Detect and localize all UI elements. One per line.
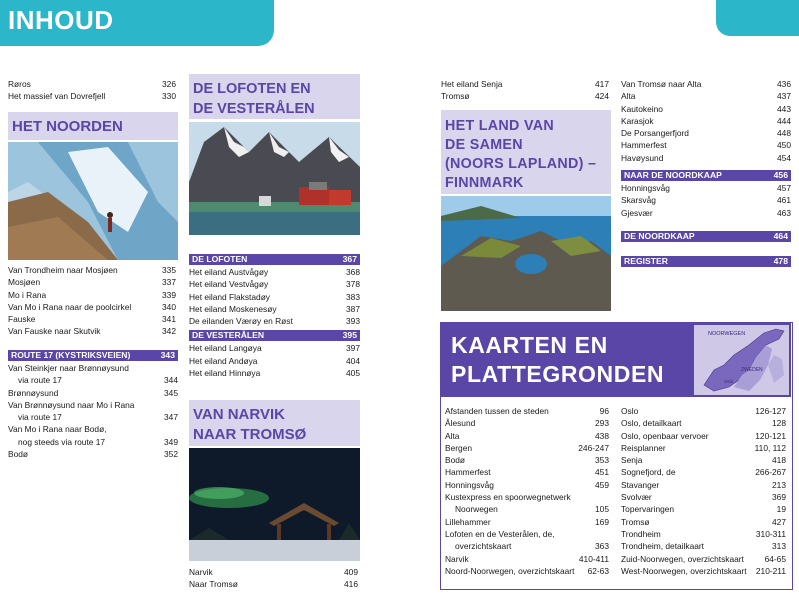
section-bar-de-noordkaap	[621, 231, 791, 242]
toc-entry-title: Van Brønnøysund naar Mo i Rana	[8, 399, 135, 410]
toc-entry-page: 128	[772, 418, 786, 429]
toc-entry-title: Senja	[621, 455, 643, 466]
toc-entry	[189, 342, 360, 354]
finnmark-entries	[621, 78, 791, 164]
toc-col3-top	[441, 78, 609, 103]
toc-entry-title: Gjesvær	[621, 207, 653, 218]
toc-entry-page: 105	[595, 504, 609, 515]
toc-entry-title: Het massief van Dovrefjell	[8, 91, 106, 102]
toc-entry-page: 363	[595, 541, 609, 552]
section-title-line1: HET LAND VAN	[445, 118, 554, 134]
toc-entry-title: Reisplanner	[621, 442, 666, 453]
toc-entry-title: Het eiland Senja	[441, 79, 503, 89]
toc-entry	[445, 516, 609, 528]
toc-entry	[8, 411, 178, 423]
toc-entry	[621, 430, 786, 442]
toc-entry-page: 417	[595, 79, 609, 89]
toc-entry-title: Kustexpress en spoorwegnetwerk	[445, 492, 571, 503]
toc-entry	[621, 491, 786, 503]
toc-entry	[8, 264, 176, 276]
toc-entry	[8, 448, 178, 460]
toc-entry-page: 405	[346, 368, 360, 379]
toc-entry-page: 410-411	[578, 553, 609, 564]
photo-glacier	[8, 142, 178, 260]
toc-entry-page: 444	[777, 115, 791, 126]
toc-entry-title: West-Noorwegen, overzichtskaart	[621, 565, 747, 576]
toc-entry-title: Oslo, openbaar vervoer	[621, 430, 709, 441]
toc-entry	[8, 289, 176, 301]
photo-northern-lights	[189, 448, 360, 561]
toc-entry	[445, 540, 609, 552]
map-label-oslo: Oslo	[724, 379, 734, 384]
toc-entry-title: Hammerfest	[621, 140, 667, 151]
bar-label: ROUTE 17 (KYSTRIKSVEIEN)	[11, 350, 131, 360]
toc-entry-page: 64-65	[764, 553, 786, 564]
section-bar-route-17	[8, 350, 178, 361]
toc-entry-page: 120-121	[755, 430, 786, 441]
toc-entry	[189, 291, 360, 303]
toc-entry-title: Narvik	[189, 567, 213, 577]
toc-entry	[621, 516, 786, 528]
toc-entry	[445, 405, 609, 417]
bar-page: 456	[773, 170, 788, 181]
toc-entry-title: Skarsvåg	[621, 195, 656, 206]
toc-entry-page: 457	[777, 183, 791, 194]
toc-entry-title: Het eiland Austvågøy	[189, 267, 269, 277]
toc-entry-title: Van Trondheim naar Mosjøen	[8, 265, 118, 275]
toc-entry-page: 213	[772, 479, 786, 490]
section-bar-vesteralen	[189, 330, 360, 341]
toc-entry-page: 387	[346, 303, 360, 314]
toc-entry	[621, 417, 786, 429]
toc-entry-title: Het eiland Langøya	[189, 343, 262, 354]
toc-entry-page: 344	[164, 375, 178, 386]
toc-entry-page: 293	[595, 418, 609, 429]
toc-entry-title: De Porsangerfjord	[621, 128, 689, 139]
toc-entry-page: 378	[346, 279, 360, 290]
toc-entry	[445, 454, 609, 466]
toc-entry-title: via route 17	[18, 375, 62, 386]
toc-entry-title: Het eiland Hinnøya	[189, 368, 261, 379]
toc-entry	[8, 423, 178, 435]
toc-entry-title: Narvik	[445, 553, 469, 564]
photo-coastal-arch	[441, 196, 611, 311]
section-title-line1: VAN NARVIK	[193, 406, 285, 423]
toc-entry-page: 110, 112	[754, 442, 786, 453]
section-title-line1: DE LOFOTEN EN	[193, 81, 311, 97]
maps-title-line2: PLATTEGRONDEN	[451, 361, 665, 387]
photo-lofoten-village	[189, 122, 360, 235]
toc-entry-page: 404	[346, 355, 360, 366]
toc-entry	[8, 90, 176, 102]
toc-entry-page: 397	[346, 343, 360, 354]
toc-entry-title: Honningsvåg	[621, 183, 670, 194]
toc-entry-title: Tromsø	[621, 516, 650, 527]
toc-entry-page: 436	[777, 79, 791, 89]
bar-label: DE NOORDKAAP	[624, 230, 695, 241]
map-label-zweden: ZWEDEN	[741, 367, 763, 373]
toc-entry-page: 347	[164, 412, 178, 423]
toc-entry	[445, 417, 609, 429]
section-heading-finnmark	[441, 110, 611, 194]
bar-page: 478	[773, 255, 788, 266]
toc-entry	[445, 442, 609, 454]
toc-entry-title: Trondheim	[621, 528, 661, 539]
toc-entry-page: 424	[595, 91, 609, 102]
toc-entry	[189, 315, 360, 327]
bar-label: NAAR DE NOORDKAAP	[624, 170, 722, 181]
toc-entry-title: Naar Tromsø	[189, 579, 238, 590]
toc-entry	[621, 90, 791, 102]
toc-entry-title: via route 17	[18, 412, 62, 423]
toc-entry	[621, 152, 791, 164]
toc-entry	[621, 553, 786, 565]
toc-entry-title: Van Fauske naar Skutvik	[8, 326, 101, 337]
toc-entry-title: Karasjok	[621, 115, 654, 126]
header-tab	[0, 0, 274, 46]
toc-col2-narvik	[189, 566, 358, 591]
toc-entry-title: Havøysund	[621, 152, 664, 163]
maps-title	[451, 331, 664, 389]
toc-entry	[8, 325, 176, 337]
toc-entry	[8, 374, 178, 386]
noordkaap-entries	[621, 182, 791, 219]
toc-entry-title: Het eiland Flakstadøy	[189, 291, 270, 302]
toc-entry-title: Bergen	[445, 442, 473, 453]
toc-entry	[8, 78, 176, 90]
section-heading-lofoten	[189, 74, 360, 119]
toc-entry-page: 463	[777, 207, 791, 218]
toc-entry	[621, 466, 786, 478]
maps-list-right	[621, 405, 786, 577]
toc-entry-page: 337	[162, 277, 176, 288]
toc-entry	[621, 442, 786, 454]
bar-label: REGISTER	[624, 255, 668, 266]
toc-entry	[621, 454, 786, 466]
section-bar-register	[621, 256, 791, 267]
toc-entry-title: Van Tromsø naar Alta	[621, 79, 702, 89]
toc-entry	[441, 90, 609, 102]
toc-entry-title: Alta	[445, 430, 460, 441]
toc-entry	[621, 528, 786, 540]
section-title-line2: DE SAMEN	[445, 137, 523, 153]
toc-entry-page: 427	[772, 516, 786, 527]
toc-entry-title: Zuid-Noorwegen, overzichtskaart	[621, 553, 744, 564]
toc-entry-title: Bodø	[8, 449, 29, 460]
maps-list-left	[445, 405, 609, 577]
toc-entry-title: Ålesund	[445, 418, 476, 429]
toc-entry-page: 451	[595, 467, 609, 478]
toc-entry-page: 352	[164, 449, 178, 460]
toc-entry-page: 459	[595, 479, 609, 490]
section-title-line2: NAAR TROMSØ	[193, 426, 307, 443]
toc-entry-page: 438	[595, 430, 609, 441]
toc-entry-page: 62-63	[587, 565, 609, 576]
toc-col1-route17	[8, 350, 178, 460]
toc-col4	[621, 78, 791, 268]
toc-entry	[621, 565, 786, 577]
toc-entry-page: 313	[772, 541, 786, 552]
toc-entry	[8, 276, 176, 288]
toc-entry	[189, 367, 360, 379]
toc-entry	[189, 266, 360, 278]
toc-entry-title: Lillehammer	[445, 516, 491, 527]
bar-label: DE LOFOTEN	[192, 254, 248, 264]
toc-entry	[8, 399, 178, 411]
toc-entry-title: Mosjøen	[8, 277, 41, 288]
toc-entry-title: Svolvær	[621, 492, 652, 503]
toc-entry	[445, 491, 609, 503]
toc-entry-page: 353	[595, 455, 609, 466]
toc-entry-page: 210-211	[755, 565, 786, 576]
toc-entry-title: Lofoten en de Vesterålen, de,	[445, 528, 555, 539]
toc-entry-title: Trondheim, detailkaart	[621, 541, 705, 552]
toc-entry-title: Oslo	[621, 406, 639, 416]
lofoten-entries	[189, 266, 360, 327]
toc-entry	[189, 355, 360, 367]
toc-entry-page: 461	[777, 195, 791, 206]
section-bar-lofoten	[189, 254, 360, 265]
toc-entry-page: 19	[776, 504, 786, 515]
toc-entry-title: Alta	[621, 91, 636, 102]
toc-entry-title: Kautokeino	[621, 103, 663, 114]
overview-minimap	[694, 325, 789, 395]
maps-index-box	[440, 322, 793, 590]
toc-entry-page: 126-127	[755, 406, 786, 416]
bar-page: 464	[773, 230, 788, 241]
toc-entry-page: 450	[777, 140, 791, 151]
toc-entry	[189, 303, 360, 315]
toc-entry	[189, 566, 358, 578]
header-tab-right	[716, 0, 799, 36]
maps-title-line1: KAARTEN EN	[451, 332, 608, 358]
toc-entry	[189, 278, 360, 290]
toc-entry	[8, 301, 176, 313]
toc-entry	[445, 553, 609, 565]
bar-page: 395	[342, 330, 357, 341]
toc-entry-title: Hammerfest	[445, 467, 491, 478]
toc-entry-page: 341	[162, 314, 176, 325]
toc-entry-title: Topervaringen	[621, 504, 675, 515]
toc-entry-page: 326	[162, 79, 176, 89]
toc-entry-page: 246-247	[578, 442, 609, 453]
toc-col1-entries	[8, 264, 176, 338]
toc-entry-page: 368	[346, 267, 360, 277]
section-heading-het-noorden	[8, 112, 178, 140]
section-title-line3: (NOORS LAPLAND) –	[445, 156, 597, 172]
toc-entry	[621, 139, 791, 151]
section-heading-narvik	[189, 400, 360, 446]
section-bar-naar-de-noordkaap	[621, 170, 791, 181]
toc-entry	[621, 78, 791, 90]
toc-entry	[445, 430, 609, 442]
toc-entry	[621, 115, 791, 127]
toc-entry	[621, 103, 791, 115]
toc-entry	[445, 565, 609, 577]
toc-entry	[621, 194, 791, 206]
toc-entry	[621, 503, 786, 515]
toc-col2-lofoten	[189, 252, 360, 379]
toc-entry-page: 349	[164, 436, 178, 447]
toc-entry	[445, 466, 609, 478]
toc-entry-title: De eilanden Værøy en Røst	[189, 316, 293, 327]
toc-entry-title: Mo i Rana	[8, 289, 47, 300]
toc-entry-page: 393	[346, 316, 360, 327]
section-title-line4: FINNMARK	[445, 175, 524, 191]
toc-entry	[621, 405, 786, 417]
toc-entry-title: Afstanden tussen de steden	[445, 406, 549, 416]
toc-entry-page: 345	[164, 387, 178, 398]
toc-entry-title: Tromsø	[441, 91, 470, 102]
toc-entry-page: 383	[346, 291, 360, 302]
toc-entry	[445, 479, 609, 491]
toc-entry-title: Fauske	[8, 314, 36, 325]
toc-entry-page: 330	[162, 91, 176, 102]
toc-entry	[8, 313, 176, 325]
toc-entry	[621, 182, 791, 194]
toc-entry	[441, 78, 609, 90]
bar-page: 343	[160, 350, 175, 360]
section-title-line2: DE VESTERÅLEN	[193, 101, 315, 117]
toc-entry	[189, 578, 358, 590]
toc-entry-title: Het eiland Andøya	[189, 355, 258, 366]
toc-col1-top	[8, 78, 176, 103]
toc-entry-title: Stavanger	[621, 479, 660, 490]
toc-entry	[8, 387, 178, 399]
section-title: HET NOORDEN	[12, 118, 123, 135]
toc-entry-title: Sognefjord, de	[621, 467, 676, 478]
toc-entry-title: Het eiland Moskenesøy	[189, 303, 277, 314]
toc-entry-page: 416	[344, 579, 358, 590]
toc-entry-page: 418	[772, 455, 786, 466]
toc-entry-title: Bodø	[445, 455, 466, 466]
toc-entry-page: 448	[777, 128, 791, 139]
toc-entry-title: Van Mo i Rana naar de poolcirkel	[8, 301, 132, 312]
toc-entry-page: 310-311	[755, 528, 786, 539]
toc-entry-page: 454	[777, 152, 791, 163]
toc-entry-title: Noorwegen	[455, 504, 498, 515]
toc-entry-title: Røros	[8, 79, 31, 89]
toc-entry-title: Het eiland Vestvågøy	[189, 279, 269, 290]
toc-entry-page: 437	[777, 91, 791, 102]
toc-entry	[8, 362, 178, 374]
toc-entry-title: Honningsvåg	[445, 479, 494, 490]
toc-entry-page: 169	[595, 516, 609, 527]
toc-entry-page: 409	[344, 567, 358, 577]
toc-entry	[8, 436, 178, 448]
toc-entry-title: Van Steinkjer naar Brønnøysund	[8, 363, 129, 373]
toc-entry-title: nog steeds via route 17	[18, 436, 106, 447]
toc-entry-title: Van Mo i Rana naar Bodø,	[8, 424, 107, 435]
bar-page: 367	[342, 254, 357, 264]
toc-entry-title: overzichtskaart	[455, 541, 512, 552]
toc-entry	[621, 540, 786, 552]
toc-entry	[445, 528, 609, 540]
toc-entry-page: 340	[162, 301, 176, 312]
route17-entries	[8, 362, 178, 460]
toc-entry-page: 339	[162, 289, 176, 300]
toc-entry-title: Oslo, detailkaart	[621, 418, 682, 429]
toc-entry-page: 369	[772, 492, 786, 503]
toc-entry	[445, 503, 609, 515]
bar-label: DE VESTERÅLEN	[192, 330, 265, 341]
toc-entry	[621, 479, 786, 491]
maps-header	[441, 323, 791, 397]
toc-entry-page: 342	[162, 326, 176, 337]
toc-entry-title: Brønnøysund	[8, 387, 59, 398]
page-title: INHOUD	[8, 5, 114, 35]
map-label-noorwegen: NOORWEGEN	[708, 331, 746, 337]
toc-entry-page: 335	[162, 265, 176, 275]
toc-entry-page: 96	[599, 406, 609, 416]
toc-entry	[621, 127, 791, 139]
vesteralen-entries	[189, 342, 360, 379]
toc-entry-title: Noord-Noorwegen, overzichtskaart	[445, 565, 575, 576]
toc-entry-page: 443	[777, 103, 791, 114]
toc-entry	[621, 207, 791, 219]
toc-entry-page: 266-267	[755, 467, 786, 478]
